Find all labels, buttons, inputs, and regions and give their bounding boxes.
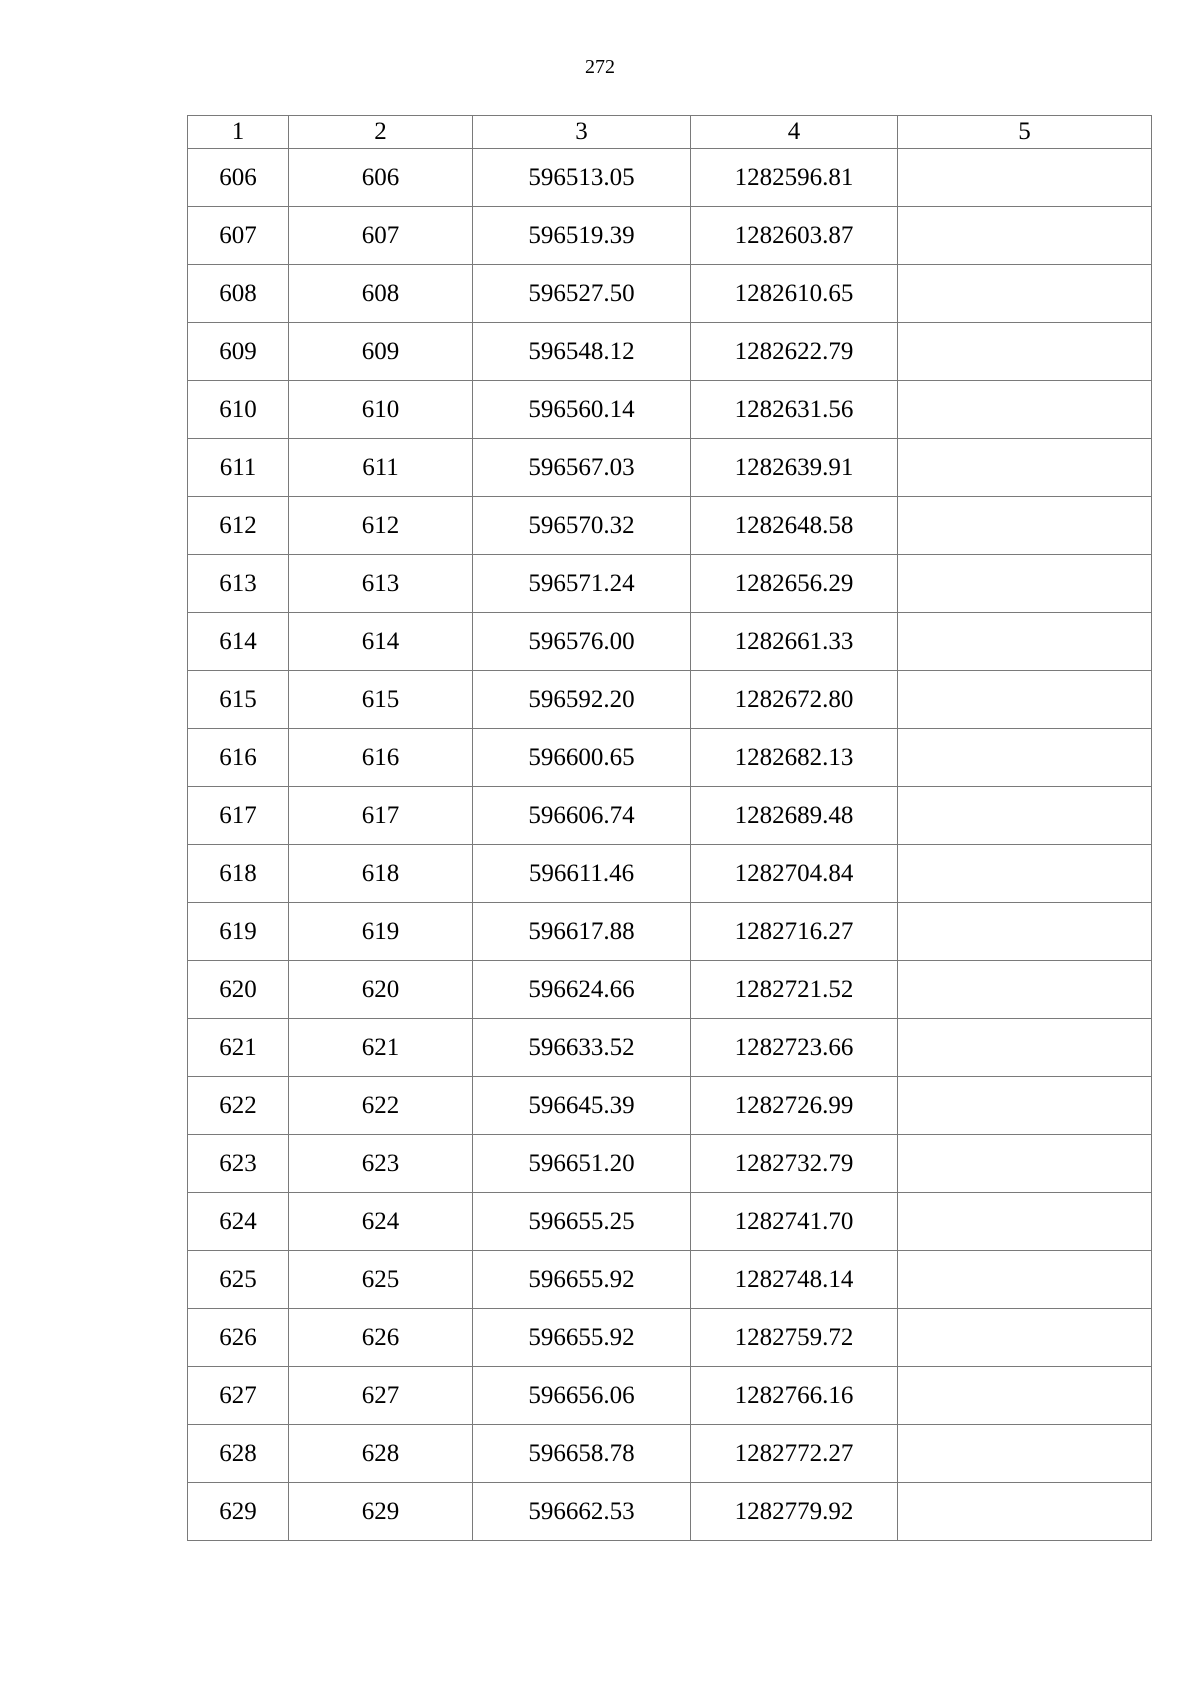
table-cell: 610: [188, 381, 289, 439]
table-cell: 596560.14: [473, 381, 691, 439]
table-cell: 596527.50: [473, 265, 691, 323]
table-row: [188, 961, 1152, 1019]
table-row: [188, 903, 1152, 961]
table-cell: 1282772.27: [691, 1425, 898, 1483]
table-cell: 619: [289, 903, 473, 961]
table-row: [188, 1077, 1152, 1135]
table-row: [188, 729, 1152, 787]
table-cell: 596645.39: [473, 1077, 691, 1135]
table-row: [188, 1367, 1152, 1425]
table-cell: 624: [188, 1193, 289, 1251]
table-cell: [898, 1019, 1152, 1077]
table-cell: 596611.46: [473, 845, 691, 903]
table-cell: [898, 497, 1152, 555]
table-cell: 607: [188, 207, 289, 265]
table-cell: [898, 1077, 1152, 1135]
table-cell: 596617.88: [473, 903, 691, 961]
table-cell: 613: [289, 555, 473, 613]
table-cell: 1282741.70: [691, 1193, 898, 1251]
table-body: [188, 149, 1152, 1541]
table-cell: 1282779.92: [691, 1483, 898, 1541]
table-cell: 615: [289, 671, 473, 729]
table-cell: 1282704.84: [691, 845, 898, 903]
table-cell: 612: [289, 497, 473, 555]
table-cell: 625: [188, 1251, 289, 1309]
table-cell: 617: [188, 787, 289, 845]
table-cell: 614: [289, 613, 473, 671]
column-header: 4: [691, 116, 898, 149]
table-row: [188, 1193, 1152, 1251]
table-cell: 1282656.29: [691, 555, 898, 613]
table-cell: 596571.24: [473, 555, 691, 613]
table-row: [188, 381, 1152, 439]
table-cell: 611: [289, 439, 473, 497]
table-cell: 624: [289, 1193, 473, 1251]
table-cell: 1282689.48: [691, 787, 898, 845]
table-row: [188, 207, 1152, 265]
table-cell: 606: [188, 149, 289, 207]
table-cell: 618: [289, 845, 473, 903]
table-cell: 596655.25: [473, 1193, 691, 1251]
table-cell: 596633.52: [473, 1019, 691, 1077]
table-cell: 620: [188, 961, 289, 1019]
table-cell: 1282716.27: [691, 903, 898, 961]
table-cell: 1282732.79: [691, 1135, 898, 1193]
table-cell: 596513.05: [473, 149, 691, 207]
table-cell: [898, 1483, 1152, 1541]
table-cell: 1282610.65: [691, 265, 898, 323]
table-cell: 1282631.56: [691, 381, 898, 439]
table-cell: 606: [289, 149, 473, 207]
table-cell: 596624.66: [473, 961, 691, 1019]
column-header: 2: [289, 116, 473, 149]
table-cell: [898, 149, 1152, 207]
table-cell: 596651.20: [473, 1135, 691, 1193]
table-cell: 1282759.72: [691, 1309, 898, 1367]
table-cell: [898, 207, 1152, 265]
table-row: [188, 439, 1152, 497]
table-cell: 596570.32: [473, 497, 691, 555]
table-cell: 1282639.91: [691, 439, 898, 497]
table-cell: 616: [188, 729, 289, 787]
table-cell: [898, 671, 1152, 729]
table-row: [188, 1135, 1152, 1193]
table-cell: [898, 555, 1152, 613]
table-cell: 1282661.33: [691, 613, 898, 671]
table-cell: 616: [289, 729, 473, 787]
table-cell: 1282726.99: [691, 1077, 898, 1135]
table-cell: 618: [188, 845, 289, 903]
table-row: [188, 265, 1152, 323]
column-header: 5: [898, 116, 1152, 149]
table-cell: 627: [289, 1367, 473, 1425]
table-row: [188, 323, 1152, 381]
table-cell: 596600.65: [473, 729, 691, 787]
table-row: [188, 613, 1152, 671]
table-cell: 596656.06: [473, 1367, 691, 1425]
table-cell: 596567.03: [473, 439, 691, 497]
table-cell: 596576.00: [473, 613, 691, 671]
table-cell: 613: [188, 555, 289, 613]
table-cell: 614: [188, 613, 289, 671]
table-cell: 628: [188, 1425, 289, 1483]
coordinates-table: [187, 115, 1152, 1541]
table-row: [188, 1309, 1152, 1367]
table-cell: [898, 1135, 1152, 1193]
table-cell: 627: [188, 1367, 289, 1425]
table-cell: 623: [289, 1135, 473, 1193]
table-cell: 1282603.87: [691, 207, 898, 265]
table-cell: 596655.92: [473, 1251, 691, 1309]
table-cell: 609: [289, 323, 473, 381]
header-row: [188, 116, 1152, 149]
table-cell: 608: [289, 265, 473, 323]
table-row: [188, 555, 1152, 613]
column-header: 3: [473, 116, 691, 149]
table-cell: 596548.12: [473, 323, 691, 381]
table-row: [188, 845, 1152, 903]
table-row: [188, 671, 1152, 729]
page-number: 272: [585, 56, 615, 78]
table-cell: 612: [188, 497, 289, 555]
table-cell: 1282766.16: [691, 1367, 898, 1425]
table-cell: 621: [188, 1019, 289, 1077]
table-cell: 628: [289, 1425, 473, 1483]
table-row: [188, 787, 1152, 845]
table-row: [188, 1483, 1152, 1541]
table-cell: 1282672.80: [691, 671, 898, 729]
table-cell: 623: [188, 1135, 289, 1193]
table-header: [188, 116, 1152, 149]
table-row: [188, 1251, 1152, 1309]
column-header: 1: [188, 116, 289, 149]
table-cell: 608: [188, 265, 289, 323]
table-cell: 626: [289, 1309, 473, 1367]
table-cell: [898, 903, 1152, 961]
table-cell: [898, 1367, 1152, 1425]
table-cell: 1282648.58: [691, 497, 898, 555]
table-cell: 607: [289, 207, 473, 265]
table-cell: [898, 1251, 1152, 1309]
table-row: [188, 497, 1152, 555]
table-cell: 1282723.66: [691, 1019, 898, 1077]
table-cell: [898, 1425, 1152, 1483]
table-cell: 1282748.14: [691, 1251, 898, 1309]
table-row: [188, 1425, 1152, 1483]
table-cell: [898, 845, 1152, 903]
table-cell: [898, 439, 1152, 497]
table-cell: 596592.20: [473, 671, 691, 729]
table-cell: 1282721.52: [691, 961, 898, 1019]
table-cell: 610: [289, 381, 473, 439]
table-cell: 620: [289, 961, 473, 1019]
table-cell: [898, 729, 1152, 787]
table-cell: 596606.74: [473, 787, 691, 845]
table-cell: 626: [188, 1309, 289, 1367]
table-cell: 615: [188, 671, 289, 729]
table-cell: 596658.78: [473, 1425, 691, 1483]
table-cell: 621: [289, 1019, 473, 1077]
table-cell: 596519.39: [473, 207, 691, 265]
table-cell: [898, 1193, 1152, 1251]
table-cell: [898, 1309, 1152, 1367]
table-cell: 611: [188, 439, 289, 497]
table-cell: 596662.53: [473, 1483, 691, 1541]
table-cell: 617: [289, 787, 473, 845]
table-cell: [898, 613, 1152, 671]
table-cell: 619: [188, 903, 289, 961]
table-cell: 1282682.13: [691, 729, 898, 787]
table-row: [188, 1019, 1152, 1077]
table-cell: 622: [289, 1077, 473, 1135]
table-cell: 1282596.81: [691, 149, 898, 207]
table-cell: 629: [188, 1483, 289, 1541]
table-cell: [898, 961, 1152, 1019]
table-cell: [898, 265, 1152, 323]
table-cell: 625: [289, 1251, 473, 1309]
table-cell: 1282622.79: [691, 323, 898, 381]
table-row: [188, 149, 1152, 207]
table-cell: 629: [289, 1483, 473, 1541]
table-cell: [898, 323, 1152, 381]
table-cell: [898, 787, 1152, 845]
table-cell: [898, 381, 1152, 439]
table-cell: 609: [188, 323, 289, 381]
table-cell: 596655.92: [473, 1309, 691, 1367]
table-cell: 622: [188, 1077, 289, 1135]
